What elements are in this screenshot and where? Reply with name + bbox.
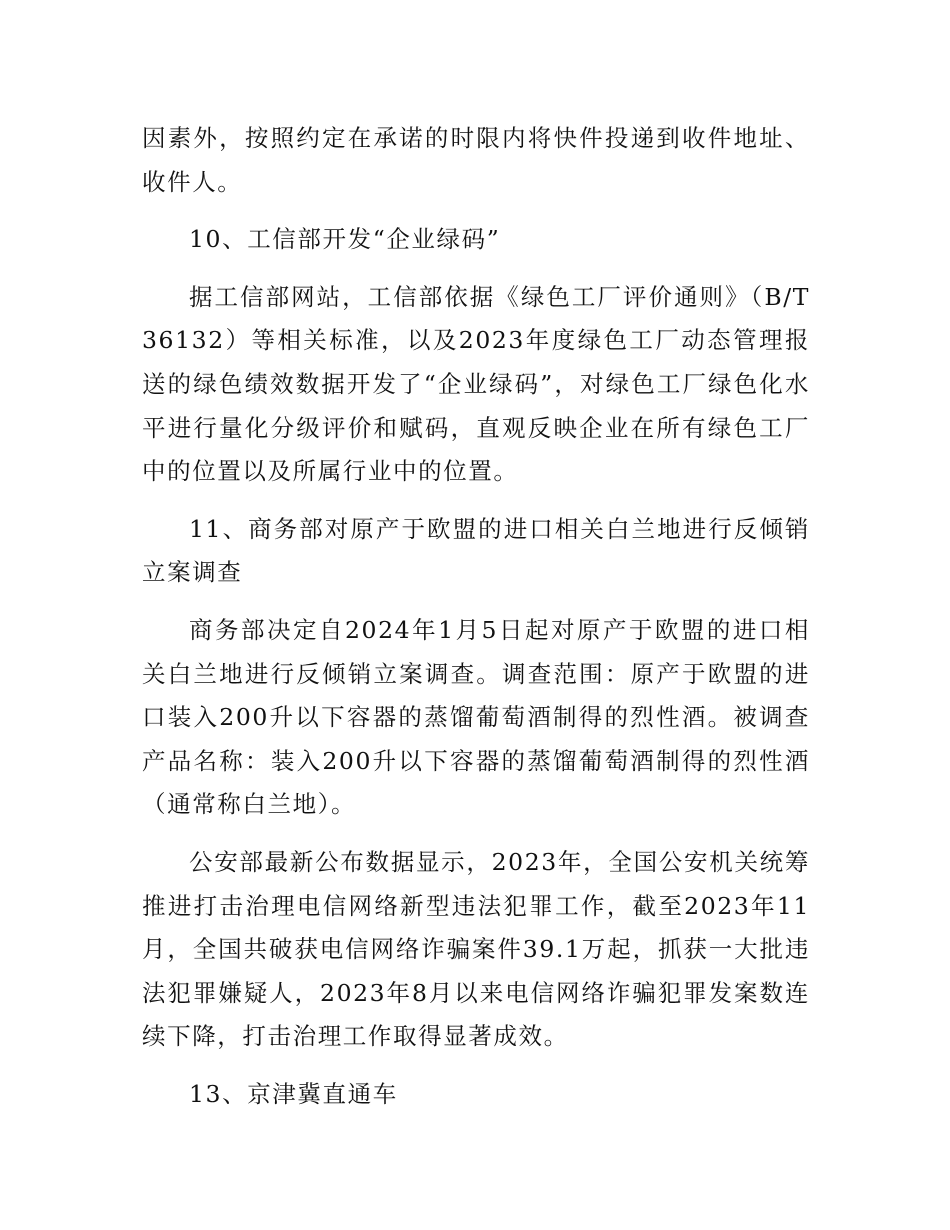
paragraph-enterprise-green-code: 据工信部网站，工信部依据《绿色工厂评价通则》（B/T36132）等相关标准，以及2023年度绿色工厂动态管理报送的绿色绩效数据开发了“企业绿码”，对绿色工厂绿色化水平进行量化分级评价和赋码，直观反映企业在所有绿色工厂中的位置以及所属行业中的位置。 — [142, 282, 810, 486]
document-body — [142, 117, 810, 1130]
section-heading-13: 13、京津冀直通车 — [189, 1079, 398, 1108]
paragraph-continuation: 因素外，按照约定在承诺的时限内将快件投递到收件地址、收件人。 — [142, 124, 810, 196]
paragraph-telecom-fraud: 公安部最新公布数据显示，2023年，全国公安机关统筹推进打击治理电信网络新型违法犯罪工作，截至2023年11月，全国共破获电信网络诈骗案件39.1万起，抓获一大批违法犯罪嫌疑人，2023年8月以来电信网络诈骗犯罪发案数连续下降，打击治理工作取得显著成效。 — [142, 847, 810, 1051]
section-heading-11: 11、商务部对原产于欧盟的进口相关白兰地进行反倾销立案调查 — [142, 514, 810, 587]
section-heading-10: 10、工信部开发“企业绿码” — [189, 225, 501, 254]
paragraph-brandy-investigation: 商务部决定自2024年1月5日起对原产于欧盟的进口相关白兰地进行反倾销立案调查。调查范围：原产于欧盟的进口装入200升以下容器的蒸馏葡萄酒制得的烈性酒。被调查产品名称：装入200升以下容器的蒸馏葡萄酒制得的烈性酒（通常称白兰地）。 — [142, 615, 810, 819]
